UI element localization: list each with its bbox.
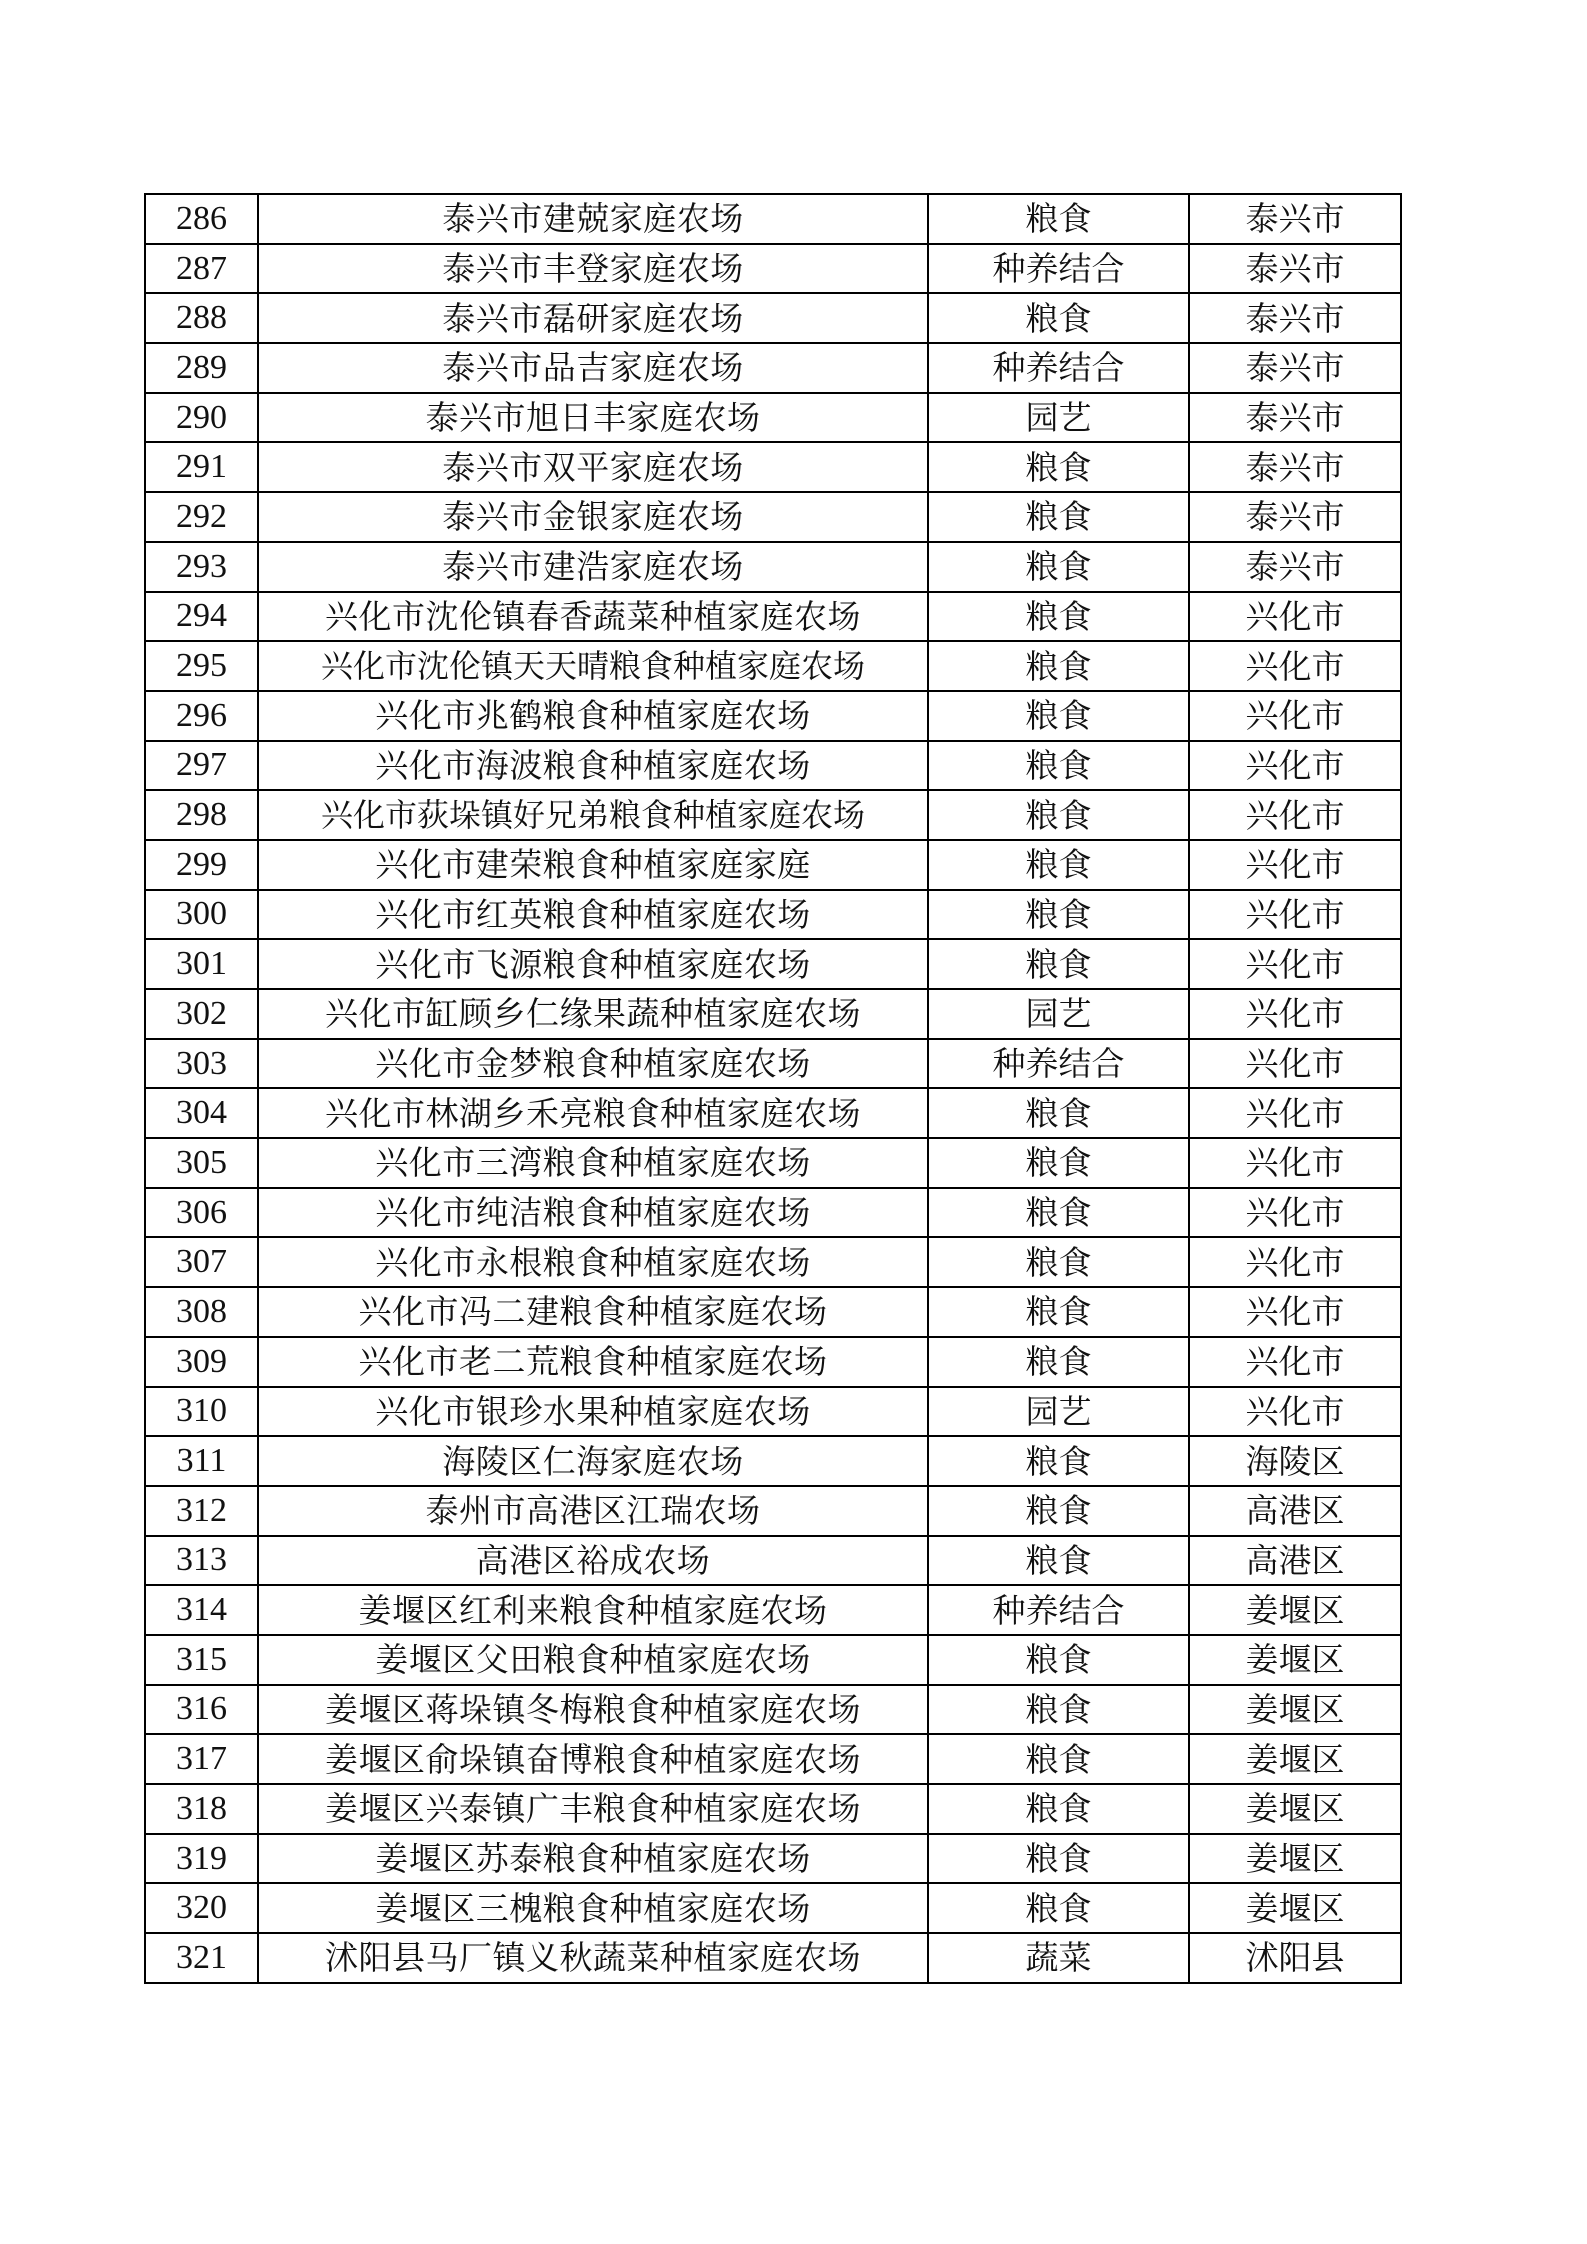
table-row — [145, 1883, 1401, 1933]
row-number-cell: 295 — [145, 641, 258, 691]
farm-type-cell: 粮食 — [928, 1784, 1189, 1834]
farm-name-cell: 兴化市三湾粮食种植家庭农场 — [258, 1138, 928, 1188]
farm-name-cell: 泰兴市建浩家庭农场 — [258, 542, 928, 592]
region-cell: 姜堰区 — [1189, 1883, 1401, 1933]
row-number-cell: 319 — [145, 1834, 258, 1884]
farm-type-cell: 蔬菜 — [928, 1933, 1189, 1983]
farm-type-cell: 粮食 — [928, 1337, 1189, 1387]
region-cell: 姜堰区 — [1189, 1834, 1401, 1884]
farm-name-cell: 姜堰区俞垛镇奋博粮食种植家庭农场 — [258, 1734, 928, 1784]
region-cell: 兴化市 — [1189, 1088, 1401, 1138]
region-cell: 兴化市 — [1189, 592, 1401, 642]
row-number-cell: 310 — [145, 1387, 258, 1437]
farm-type-cell: 粮食 — [928, 840, 1189, 890]
region-cell: 兴化市 — [1189, 1337, 1401, 1387]
row-number-cell: 297 — [145, 741, 258, 791]
farm-name-cell: 兴化市冯二建粮食种植家庭农场 — [258, 1287, 928, 1337]
row-number-cell: 312 — [145, 1486, 258, 1536]
row-number-cell: 305 — [145, 1138, 258, 1188]
region-cell: 兴化市 — [1189, 890, 1401, 940]
farm-name-cell: 姜堰区三槐粮食种植家庭农场 — [258, 1883, 928, 1933]
table-row — [145, 492, 1401, 542]
region-cell: 兴化市 — [1189, 1287, 1401, 1337]
region-cell: 兴化市 — [1189, 989, 1401, 1039]
farm-name-cell: 兴化市飞源粮食种植家庭农场 — [258, 939, 928, 989]
farm-type-cell: 粮食 — [928, 542, 1189, 592]
farm-name-cell: 姜堰区苏泰粮食种植家庭农场 — [258, 1834, 928, 1884]
farm-type-cell: 粮食 — [928, 1138, 1189, 1188]
region-cell: 兴化市 — [1189, 641, 1401, 691]
row-number-cell: 290 — [145, 393, 258, 443]
table-row — [145, 1734, 1401, 1784]
farm-type-cell: 粮食 — [928, 1088, 1189, 1138]
table-row — [145, 741, 1401, 791]
table-row — [145, 592, 1401, 642]
row-number-cell: 291 — [145, 442, 258, 492]
farm-type-cell: 粮食 — [928, 890, 1189, 940]
farm-name-cell: 泰兴市建兢家庭农场 — [258, 194, 928, 244]
row-number-cell: 301 — [145, 939, 258, 989]
farm-name-cell: 兴化市永根粮食种植家庭农场 — [258, 1237, 928, 1287]
farm-type-cell: 粮食 — [928, 790, 1189, 840]
farm-name-cell: 泰兴市丰登家庭农场 — [258, 244, 928, 294]
region-cell: 兴化市 — [1189, 1387, 1401, 1437]
farm-name-cell: 海陵区仁海家庭农场 — [258, 1436, 928, 1486]
row-number-cell: 321 — [145, 1933, 258, 1983]
farm-type-cell: 粮食 — [928, 1685, 1189, 1735]
row-number-cell: 315 — [145, 1635, 258, 1685]
farm-type-cell: 粮食 — [928, 293, 1189, 343]
farm-name-cell: 兴化市林湖乡禾亮粮食种植家庭农场 — [258, 1088, 928, 1138]
farm-type-cell: 种养结合 — [928, 1039, 1189, 1089]
table-row — [145, 1784, 1401, 1834]
table-row — [145, 1287, 1401, 1337]
farm-name-cell: 兴化市沈伦镇天天晴粮食种植家庭农场 — [258, 641, 928, 691]
row-number-cell: 316 — [145, 1685, 258, 1735]
farm-name-cell: 兴化市兆鹤粮食种植家庭农场 — [258, 691, 928, 741]
row-number-cell: 306 — [145, 1188, 258, 1238]
table-row — [145, 1585, 1401, 1635]
farm-name-cell: 泰兴市旭日丰家庭农场 — [258, 393, 928, 443]
row-number-cell: 307 — [145, 1237, 258, 1287]
region-cell: 高港区 — [1189, 1486, 1401, 1536]
region-cell: 兴化市 — [1189, 691, 1401, 741]
row-number-cell: 314 — [145, 1585, 258, 1635]
region-cell: 泰兴市 — [1189, 194, 1401, 244]
family-farm-table — [144, 193, 1402, 1984]
region-cell: 泰兴市 — [1189, 542, 1401, 592]
table-row — [145, 1188, 1401, 1238]
row-number-cell: 302 — [145, 989, 258, 1039]
farm-name-cell: 兴化市银珍水果种植家庭农场 — [258, 1387, 928, 1437]
table-row — [145, 244, 1401, 294]
row-number-cell: 288 — [145, 293, 258, 343]
farm-name-cell: 泰兴市磊研家庭农场 — [258, 293, 928, 343]
region-cell: 兴化市 — [1189, 741, 1401, 791]
farm-type-cell: 粮食 — [928, 1237, 1189, 1287]
region-cell: 姜堰区 — [1189, 1784, 1401, 1834]
farm-type-cell: 粮食 — [928, 1287, 1189, 1337]
region-cell: 高港区 — [1189, 1536, 1401, 1586]
table-row — [145, 641, 1401, 691]
farm-type-cell: 粮食 — [928, 1883, 1189, 1933]
farm-name-cell: 兴化市海波粮食种植家庭农场 — [258, 741, 928, 791]
region-cell: 兴化市 — [1189, 790, 1401, 840]
row-number-cell: 318 — [145, 1784, 258, 1834]
table-row — [145, 1039, 1401, 1089]
region-cell: 姜堰区 — [1189, 1635, 1401, 1685]
farm-type-cell: 粮食 — [928, 691, 1189, 741]
farm-type-cell: 粮食 — [928, 641, 1189, 691]
region-cell: 姜堰区 — [1189, 1685, 1401, 1735]
farm-name-cell: 泰兴市品吉家庭农场 — [258, 343, 928, 393]
region-cell: 泰兴市 — [1189, 244, 1401, 294]
row-number-cell: 320 — [145, 1883, 258, 1933]
region-cell: 兴化市 — [1189, 1237, 1401, 1287]
row-number-cell: 309 — [145, 1337, 258, 1387]
table-row — [145, 343, 1401, 393]
region-cell: 姜堰区 — [1189, 1734, 1401, 1784]
region-cell: 兴化市 — [1189, 1039, 1401, 1089]
region-cell: 泰兴市 — [1189, 393, 1401, 443]
farm-type-cell: 粮食 — [928, 939, 1189, 989]
farm-name-cell: 兴化市建荣粮食种植家庭家庭 — [258, 840, 928, 890]
farm-type-cell: 种养结合 — [928, 343, 1189, 393]
table-row — [145, 442, 1401, 492]
farm-name-cell: 兴化市红英粮食种植家庭农场 — [258, 890, 928, 940]
region-cell: 姜堰区 — [1189, 1585, 1401, 1635]
table-row — [145, 1237, 1401, 1287]
table-row — [145, 1635, 1401, 1685]
farm-type-cell: 粮食 — [928, 1436, 1189, 1486]
table-row — [145, 1088, 1401, 1138]
region-cell: 兴化市 — [1189, 1138, 1401, 1188]
table-row — [145, 1337, 1401, 1387]
row-number-cell: 298 — [145, 790, 258, 840]
table-row — [145, 1834, 1401, 1884]
row-number-cell: 313 — [145, 1536, 258, 1586]
row-number-cell: 296 — [145, 691, 258, 741]
farm-type-cell: 园艺 — [928, 393, 1189, 443]
farm-name-cell: 兴化市纯洁粮食种植家庭农场 — [258, 1188, 928, 1238]
farm-type-cell: 粮食 — [928, 1734, 1189, 1784]
farm-name-cell: 兴化市荻垛镇好兄弟粮食种植家庭农场 — [258, 790, 928, 840]
table-row — [145, 691, 1401, 741]
farm-name-cell: 兴化市金梦粮食种植家庭农场 — [258, 1039, 928, 1089]
row-number-cell: 294 — [145, 592, 258, 642]
table-body — [145, 194, 1401, 1983]
row-number-cell: 287 — [145, 244, 258, 294]
row-number-cell: 293 — [145, 542, 258, 592]
table-row — [145, 939, 1401, 989]
farm-type-cell: 粮食 — [928, 592, 1189, 642]
table-row — [145, 1933, 1401, 1983]
farm-name-cell: 高港区裕成农场 — [258, 1536, 928, 1586]
farm-type-cell: 粮食 — [928, 1635, 1189, 1685]
farm-type-cell: 园艺 — [928, 989, 1189, 1039]
row-number-cell: 304 — [145, 1088, 258, 1138]
region-cell: 兴化市 — [1189, 1188, 1401, 1238]
table-row — [145, 1536, 1401, 1586]
table-row — [145, 890, 1401, 940]
row-number-cell: 303 — [145, 1039, 258, 1089]
farm-name-cell: 兴化市缸顾乡仁缘果蔬种植家庭农场 — [258, 989, 928, 1039]
region-cell: 兴化市 — [1189, 840, 1401, 890]
farm-name-cell: 姜堰区红利来粮食种植家庭农场 — [258, 1585, 928, 1635]
table-row — [145, 1436, 1401, 1486]
row-number-cell: 286 — [145, 194, 258, 244]
row-number-cell: 299 — [145, 840, 258, 890]
row-number-cell: 308 — [145, 1287, 258, 1337]
region-cell: 泰兴市 — [1189, 343, 1401, 393]
farm-type-cell: 种养结合 — [928, 244, 1189, 294]
farm-type-cell: 园艺 — [928, 1387, 1189, 1437]
farm-type-cell: 粮食 — [928, 1188, 1189, 1238]
farm-name-cell: 沭阳县马厂镇义秋蔬菜种植家庭农场 — [258, 1933, 928, 1983]
farm-type-cell: 粮食 — [928, 492, 1189, 542]
table-row — [145, 194, 1401, 244]
region-cell: 泰兴市 — [1189, 442, 1401, 492]
region-cell: 沭阳县 — [1189, 1933, 1401, 1983]
row-number-cell: 300 — [145, 890, 258, 940]
farm-name-cell: 姜堰区父田粮食种植家庭农场 — [258, 1635, 928, 1685]
row-number-cell: 289 — [145, 343, 258, 393]
farm-type-cell: 种养结合 — [928, 1585, 1189, 1635]
region-cell: 兴化市 — [1189, 939, 1401, 989]
farm-name-cell: 姜堰区兴泰镇广丰粮食种植家庭农场 — [258, 1784, 928, 1834]
farm-type-cell: 粮食 — [928, 442, 1189, 492]
region-cell: 泰兴市 — [1189, 293, 1401, 343]
table-row — [145, 840, 1401, 890]
farm-name-cell: 泰州市高港区江瑞农场 — [258, 1486, 928, 1536]
table-row — [145, 1387, 1401, 1437]
table-row — [145, 1486, 1401, 1536]
region-cell: 海陵区 — [1189, 1436, 1401, 1486]
farm-name-cell: 兴化市老二荒粮食种植家庭农场 — [258, 1337, 928, 1387]
table-row — [145, 989, 1401, 1039]
table-row — [145, 542, 1401, 592]
table-row — [145, 790, 1401, 840]
farm-name-cell: 兴化市沈伦镇春香蔬菜种植家庭农场 — [258, 592, 928, 642]
farm-name-cell: 泰兴市金银家庭农场 — [258, 492, 928, 542]
table-row — [145, 293, 1401, 343]
table-row — [145, 1685, 1401, 1735]
farm-type-cell: 粮食 — [928, 1834, 1189, 1884]
row-number-cell: 292 — [145, 492, 258, 542]
table-row — [145, 1138, 1401, 1188]
farm-type-cell: 粮食 — [928, 741, 1189, 791]
farm-type-cell: 粮食 — [928, 1536, 1189, 1586]
farm-type-cell: 粮食 — [928, 194, 1189, 244]
region-cell: 泰兴市 — [1189, 492, 1401, 542]
table-row — [145, 393, 1401, 443]
farm-type-cell: 粮食 — [928, 1486, 1189, 1536]
row-number-cell: 311 — [145, 1436, 258, 1486]
row-number-cell: 317 — [145, 1734, 258, 1784]
farm-name-cell: 姜堰区蒋垛镇冬梅粮食种植家庭农场 — [258, 1685, 928, 1735]
farm-name-cell: 泰兴市双平家庭农场 — [258, 442, 928, 492]
